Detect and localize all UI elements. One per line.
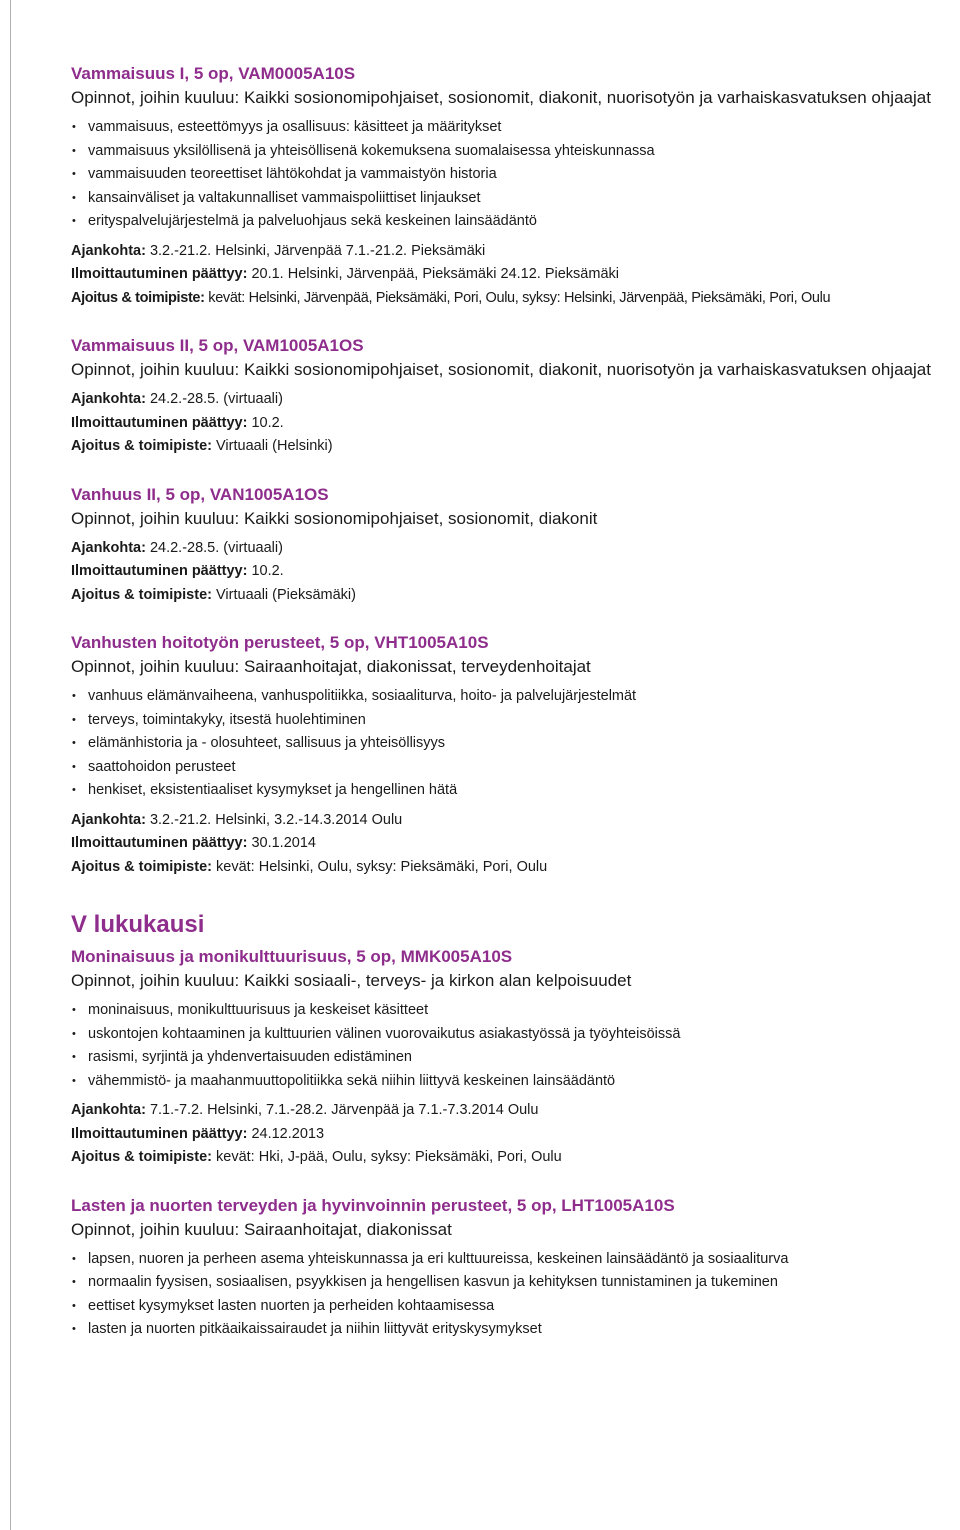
- ilmoittautuminen-line: [71, 412, 957, 436]
- ajankohta-line: [71, 240, 957, 264]
- course-vammaisuus-1: [71, 62, 957, 310]
- ajoitus-label: Ajoitus & toimipiste:: [71, 586, 212, 603]
- ajankohta-line: [71, 1099, 957, 1123]
- document-page: [71, 62, 957, 1366]
- ajankohta-label: Ajankohta:: [71, 811, 146, 828]
- course-target-group: Opinnot, joihin kuuluu: Kaikki sosionomipohjaiset, sosionomit, diakonit, nuorisotyön ja varhaiskasvatuksen ohjaajat: [71, 88, 931, 107]
- ajankohta-value: 7.1.-7.2. Helsinki, 7.1.-28.2. Järvenpää ja 7.1.-7.3.2014 Oulu: [145, 1102, 539, 1118]
- topic-item: • lasten ja nuorten pitkäaikaissairaudet ja niihin liittyvät erityskysymykset: [71, 1318, 957, 1342]
- topic-item: • moninaisuus, monikulttuurisuus ja keskeiset käsitteet: [71, 999, 957, 1023]
- topic-item: • lapsen, nuoren ja perheen asema yhteiskunnassa ja eri kulttuureissa, keskeinen lainsäädäntö ja sosiaaliturva: [71, 1248, 957, 1272]
- ilmoittautuminen-value: 20.1. Helsinki, Järvenpää, Pieksämäki 24.12. Pieksämäki: [247, 266, 619, 282]
- ilmoittautuminen-label: Ilmoittautuminen päättyy:: [71, 266, 248, 282]
- ajankohta-label: Ajankohta:: [71, 1102, 146, 1118]
- ajankohta-value: 24.2.-28.5. (virtuaali): [145, 391, 283, 407]
- topic-item: • normaalin fyysisen, sosiaalisen, psyykkisen ja hengellisen kasvun ja kehityksen tunnistaminen ja tukeminen: [71, 1271, 957, 1295]
- ajankohta-line: [71, 537, 957, 561]
- ilmoittautuminen-value: 30.1.2014: [247, 835, 316, 851]
- course-vanhusten-hoitotyo: [71, 631, 957, 879]
- topic-item: • henkiset, eksistentiaaliset kysymykset ja hengellinen hätä: [71, 779, 957, 803]
- ajankohta-line: [71, 388, 957, 412]
- topic-item: • kansainväliset ja valtakunnalliset vammaispoliittiset linjaukset: [71, 187, 957, 211]
- ajoitus-value: Virtuaali (Helsinki): [211, 438, 333, 454]
- ajoitus-line: [71, 856, 957, 880]
- course-title: Moninaisuus ja monikulttuurisuus, 5 op, MMK005A10S: [71, 947, 513, 966]
- ilmoittautuminen-line: [71, 832, 957, 856]
- course-vanhuus-2: [71, 483, 957, 608]
- ilmoittautuminen-label: Ilmoittautuminen päättyy:: [71, 414, 248, 431]
- ilmoittautuminen-line: [71, 1123, 957, 1147]
- ilmoittautuminen-label: Ilmoittautuminen päättyy:: [71, 835, 248, 851]
- course-topics: [71, 1248, 957, 1342]
- ajankohta-value: 3.2.-21.2. Helsinki, 3.2.-14.3.2014 Oulu: [145, 811, 403, 828]
- ajankohta-value: 24.2.-28.5. (virtuaali): [145, 539, 283, 556]
- course-title: Vammaisuus I, 5 op, VAM0005A10S: [71, 64, 356, 83]
- ajoitus-line: [71, 1146, 957, 1170]
- ajankohta-line: [71, 809, 957, 833]
- ilmoittautuminen-line: [71, 263, 957, 287]
- course-target-group: Opinnot, joihin kuuluu: Kaikki sosionomipohjaiset, sosionomit, diakonit, nuorisotyön ja varhaiskasvatuksen ohjaajat: [71, 360, 931, 379]
- ajankohta-label: Ajankohta:: [71, 391, 146, 407]
- ajankohta-label: Ajankohta:: [71, 539, 146, 556]
- topic-item: • vammaisuuden teoreettiset lähtökohdat ja vammaistyön historia: [71, 163, 957, 187]
- ilmoittautuminen-label: Ilmoittautuminen päättyy:: [71, 1125, 248, 1142]
- ajoitus-value: kevät: Hki, J-pää, Oulu, syksy: Pieksämäki, Pori, Oulu: [211, 1149, 562, 1165]
- ilmoittautuminen-label: Ilmoittautuminen päättyy:: [71, 563, 248, 579]
- topic-item: • vanhuus elämänvaiheena, vanhuspolitiikka, sosiaaliturva, hoito- ja palvelujärjestelmät: [71, 685, 957, 709]
- ajoitus-line: [71, 435, 957, 459]
- page-edge-rule: [0, 0, 11, 1530]
- ajoitus-label: Ajoitus & toimipiste:: [71, 438, 212, 454]
- topic-item: • vammaisuus, esteettömyys ja osallisuus: käsitteet ja määritykset: [71, 116, 957, 140]
- ajankohta-label: Ajankohta:: [71, 242, 146, 259]
- section-heading: V lukukausi: [71, 911, 205, 938]
- topic-item: • elämänhistoria ja - olosuhteet, sallisuus ja yhteisöllisyys: [71, 732, 957, 756]
- topic-item: • terveys, toimintakyky, itsestä huolehtiminen: [71, 709, 957, 733]
- ajoitus-label: Ajoitus & toimipiste:: [71, 289, 205, 306]
- topic-item: • erityspalvelujärjestelmä ja palveluohjaus sekä keskeinen lainsäädäntö: [71, 210, 957, 234]
- ajoitus-label: Ajoitus & toimipiste:: [71, 1149, 212, 1165]
- ajoitus-value: kevät: Helsinki, Järvenpää, Pieksämäki, Pori, Oulu, syksy: Helsinki, Järvenpää, Pieksämäki, Pori, Oulu: [204, 289, 831, 306]
- ajoitus-line: [71, 584, 957, 608]
- course-target-group: Opinnot, joihin kuuluu: Kaikki sosionomipohjaiset, sosionomit, diakonit: [71, 508, 598, 528]
- ajoitus-value: kevät: Helsinki, Oulu, syksy: Pieksämäki, Pori, Oulu: [211, 858, 548, 875]
- ajoitus-line: [71, 287, 957, 311]
- ajankohta-value: 3.2.-21.2. Helsinki, Järvenpää 7.1.-21.2. Pieksämäki: [145, 242, 486, 259]
- ilmoittautuminen-value: 10.2.: [247, 563, 284, 579]
- ilmoittautuminen-line: [71, 560, 957, 584]
- course-target-group: Opinnot, joihin kuuluu: Sairaanhoitajat, diakonissat, terveydenhoitajat: [71, 657, 591, 676]
- topic-item: • eettiset kysymykset lasten nuorten ja perheiden kohtaamisessa: [71, 1295, 957, 1319]
- ilmoittautuminen-value: 24.12.2013: [247, 1125, 325, 1142]
- course-title: Vanhusten hoitotyön perusteet, 5 op, VHT1005A10S: [71, 633, 489, 652]
- course-vammaisuus-2: [71, 334, 957, 459]
- ajoitus-value: Virtuaali (Pieksämäki): [211, 586, 356, 603]
- topic-item: • saattohoidon perusteet: [71, 756, 957, 780]
- course-topics: [71, 685, 957, 803]
- course-title: Vanhuus II, 5 op, VAN1005A1OS: [71, 484, 329, 504]
- topic-item: • vähemmistö- ja maahanmuuttopolitiikka sekä niihin liittyvä keskeinen lainsäädäntö: [71, 1070, 957, 1094]
- course-target-group: Opinnot, joihin kuuluu: Sairaanhoitajat, diakonissat: [71, 1219, 452, 1239]
- course-topics: [71, 116, 957, 234]
- ilmoittautuminen-value: 10.2.: [247, 414, 284, 431]
- course-topics: [71, 999, 957, 1093]
- course-moninaisuus: [71, 945, 957, 1170]
- course-title: Vammaisuus II, 5 op, VAM1005A1OS: [71, 336, 364, 355]
- topic-item: • vammaisuus yksilöllisenä ja yhteisöllisenä kokemuksena suomalaisessa yhteiskunnassa: [71, 140, 957, 164]
- ajoitus-label: Ajoitus & toimipiste:: [71, 858, 212, 875]
- topic-item: • uskontojen kohtaaminen ja kulttuurien välinen vuorovaikutus asiakastyössä ja työyhteisöissä: [71, 1023, 957, 1047]
- course-title: Lasten ja nuorten terveyden ja hyvinvoinnin perusteet, 5 op, LHT1005A10S: [71, 1195, 675, 1215]
- course-lasten-ja-nuorten: [71, 1194, 957, 1342]
- course-target-group: Opinnot, joihin kuuluu: Kaikki sosiaali-, terveys- ja kirkon alan kelpoisuudet: [71, 971, 632, 990]
- topic-item: • rasismi, syrjintä ja yhdenvertaisuuden edistäminen: [71, 1046, 957, 1070]
